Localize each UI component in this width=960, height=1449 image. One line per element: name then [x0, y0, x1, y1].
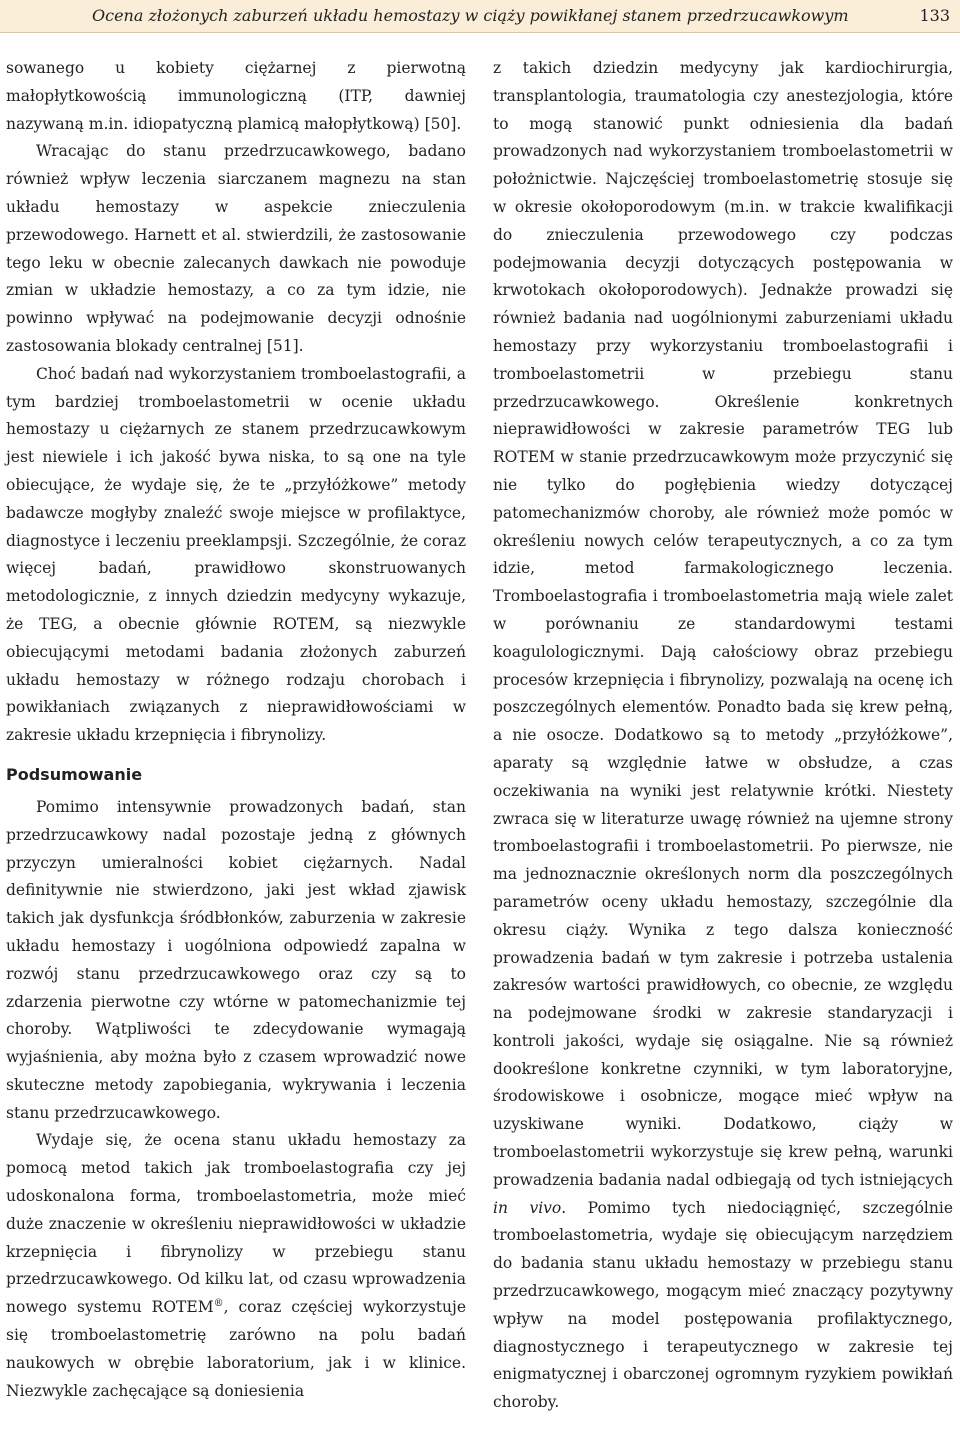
registered-trademark: ® — [213, 1298, 224, 1310]
paragraph-right-part1: z takich dziedzin medycyny jak kardiochirurgia, transplantologia, traumatologia czy anestezjologia, które to mogą stanowić punkt odniesienia dla badań prowadzonych nad wykorzystaniem tromboelastometrii w położnictwie. Najczęściej tromboelastometrię stosuje się w okresie okołoporodowym (m.in. w trakcie kwalifikacji do znieczulenia przewodowego czy podczas podejmowania decyzji dotyczących postępowania w krwotokach okołoporodowych). Jednakże prowadzi się również badania nad uogólnionymi zaburzeniami układu hemostazy przy wykorzystaniu tromboelastografii i tromboelastometrii w przebiegu stanu przedrzucawkowego. Określenie konkretnych nieprawidłowości w zakresie parametrów TEG lub ROTEM w stanie przedrzucawkowym może przyczynić się nie tylko do pogłębienia wiedzy dotyczącej patomechanizmów choroby, ale również może pomóc w określeniu nowych celów terapeutycznych, a co za tym idzie, metod farmakologicznego leczenia. Tromboelastografia i tromboelastometria mają wiele zalet w porównaniu ze standardowymi testami koagulologicznymi. Dają całościowy obraz przebiegu procesów krzepnięcia i fibrynolizy, pozwalają na ocenę ich poszczególnych elementów. Ponadto bada się krew pełną, a nie osocze. Dodatkowo są to metody „przyłóżkowe”, aparaty są względnie łatwe w obsłudze, a czas oczekiwania na wyniki jest relatywnie krótki. Niestety zwraca się w literaturze uwagę również na ujemne strony tromboelastografii i tromboelastometrii. Po pierwsze, nie ma jednoznacznie określonych norm dla poszczególnych parametrów oceny układu hemostazy, szczególnie dla okresu ciąży. Wynika z tego dalsza konieczność prowadzenia badań w tym zakresie i potrzeba ustalenia zakresów wartości prawidłowych, co obecnie, ze względu na podejmowane środki w zakresie standaryzacji i kontroli jakości, wydaje się osiągalne. Nie są również dookreślone konkretne czynniki, w tym laboratoryjne, środowiskowe i osobnicze, mogące mieć wpływ na uzyskiwane wyniki. Dodatkowo, ciąży w tromboelastometrii wykorzystuje się krew pełną, warunki prowadzenia badania nadal odbiegają od tych istniejących — [493, 59, 953, 1189]
paragraph-summary-intro: Pomimo intensywnie prowadzonych badań, stan przedrzucawkowy nadal pozostaje jedną z głównych przyczyn umieralności kobiet ciężarnych. Nadal definitywnie nie stwierdzono, jaki jest wkład zjawisk takich jak dysfunkcja śródbłonków, zaburzenia w zakresie układu hemostazy i uogólniona odpowiedź zapalna w rozwój stanu przedrzucawkowego oraz czy są to zdarzenia pierwotne czy wtórne w patomechanizmie tej choroby. Wątpliwości te zdecydowanie wymagają wyjaśnienia, aby można było z czasem wprowadzić nowe skuteczne metody zapobiegania, wykrywania i leczenia stanu przedrzucawkowego. — [6, 797, 466, 1122]
running-title: Ocena złożonych zaburzeń układu hemostazy w ciąży powikłanej stanem przedrzucawkowym — [92, 6, 849, 25]
paragraph-continuation: sowanego u kobiety ciężarnej z pierwotną małopłytkowością immunologiczną (ITP, dawniej nazywaną m.in. idiopatyczną plamicą małopłytkową) [50]. — [6, 59, 466, 133]
paragraph-rotem-part2: , coraz częściej wykorzystuje się tromboelastometrię zarówno na polu badań naukowych w obrębie laboratorium, jak i w klinice. Niezwykle zachęcające są doniesienia — [6, 1298, 466, 1400]
right-text-column — [493, 55, 953, 1417]
left-text-column — [6, 55, 466, 1405]
paragraph-right-continuation — [493, 55, 953, 1417]
paragraph-tromboelastografia: Choć badań nad wykorzystaniem tromboelastografii, a tym bardziej tromboelastometrii w ocenie układu hemostazy u ciężarnych ze stanem przedrzucawkowym jest niewiele i ich jakość bywa niska, to są one na tyle obiecujące, że wydaje się, że te „przyłóżkowe” metody badawcze mogłyby znaleźć swoje miejsce w profilaktyce, diagnostyce i leczeniu preeklampsji. Szczególnie, że coraz więcej badań, prawidłowo skonstruowanych metodologicznie, z innych dziedzin medycyny wykazuje, że TEG, a obecnie głównie ROTEM, są niezwykle obiecującymi metodami badania złożonych zaburzeń układu hemostazy w różnego rodzaju chorobach i powikłaniach związanych z nieprawidłowościami w zakresie układu krzepnięcia i fibrynolizy. — [6, 364, 466, 745]
in-vivo-term: in vivo — [493, 1198, 562, 1217]
page-number: 133 — [919, 6, 950, 25]
paragraph-magnesium-sulfate: Wracając do stanu przedrzucawkowego, badano również wpływ leczenia siarczanem magnezu na stan układu hemostazy w aspekcie znieczulenia przewodowego. Harnett et al. stwierdzili, że zastosowanie tego leku w obecnie zalecanych dawkach nie powoduje zmian w układzie hemostazy, a co za tym idzie, nie powinno wpływać na podejmowanie decyzji odnośnie zastosowania blokady centralnej [51]. — [6, 142, 466, 355]
running-header — [0, 0, 960, 33]
paragraph-rotem-part1: Wydaje się, że ocena stanu układu hemostazy za pomocą metod takich jak tromboelastografia czy jej udoskonalona forma, tromboelastometria, może mieć duże znaczenie w określeniu nieprawidłowości w układzie krzepnięcia i fibrynolizy w przebiegu stanu przedrzucawkowego. Od kilku lat, od czasu wprowadzenia nowego systemu ROTEM — [6, 1131, 466, 1317]
section-heading-summary: Podsumowanie — [6, 764, 143, 784]
paragraph-right-part2: . Pomimo tych niedociągnięć, szczególnie tromboelastometria, wydaje się obiecującym narzędziem do badania stanu układu hemostazy w przebiegu stanu przedrzucawkowego, mogącym mieć znaczący pozytywny wpływ na model postępowania profilaktycznego, diagnostycznego i terapeutycznego w zakresie tej enigmatycznej i obarczonej ogromnym ryzykiem powikłań choroby. — [493, 1198, 953, 1412]
paragraph-rotem — [6, 1127, 466, 1405]
